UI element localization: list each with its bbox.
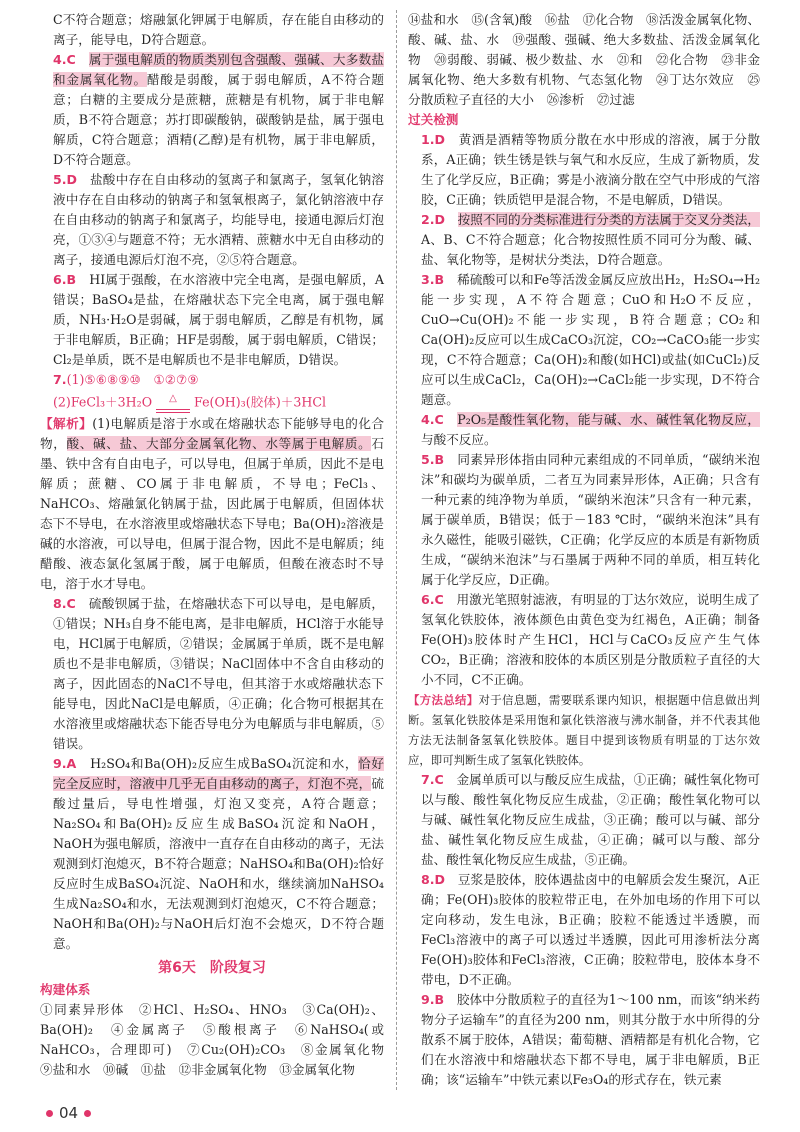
answer-5: 5.D 盐酸中存在自由移动的氢离子和氯离子，氢氧化钠溶液中存在自由移动的钠离子和氢氧根离子，氯化钠溶液中存在自由移动的钠离子和氯离子，均能导电，接通电源后灯泡亮，①③④与题意不符；无水酒精、蔗糖水中无自由移动的离子，接通电源后灯泡不亮，②⑤符合题意。 xyxy=(53,172,385,267)
reaction-arrow: △ xyxy=(156,392,190,414)
build-system-heading: 构建体系 xyxy=(40,982,91,997)
footer-dot-left xyxy=(46,1110,53,1117)
check-answer-2: 2.D 按照不同的分类标准进行分类的方法属于交叉分类法，A、B、C不符合题意；化合物按照性质不同可分为酸、碱、盐、氧化物等，是树状分类法，D符合题意。 xyxy=(421,212,761,267)
right-column xyxy=(408,10,760,1090)
check-answer-7: 7.C 金属单质可以与酸反应生成盐，①正确；碱性氧化物可以与酸、酸性氧化物反应生成盐，②正确；酸性氧化物可以与碱、碱性氧化物反应生成盐，③正确；酸可以与碱、部分盐、碱性氧化物反应生成盐，④正确；碱可以与酸、部分盐、酸性氧化物反应生成盐，⑤正确。 xyxy=(421,772,761,867)
check-answer-4: 4.C P₂O₅是酸性氧化物，能与碱、水、碱性氧化物反应，与酸不反应。 xyxy=(421,412,760,447)
method-summary: 【方法总结】对于信息题，需要联系课内知识，根据题中信息做出判断。氢氧化铁胶体是采用饱和氯化铁溶液与沸水制备，并不代表其他方法无法制备氢氧化铁胶体。题目中提到该物质有明显的丁达尔效应，即可判断生成了氢氧化铁胶体。 xyxy=(408,693,760,767)
answer-9: 9.A H₂SO₄和Ba(OH)₂反应生成BaSO₄沉淀和水，恰好完全反应时，溶液中几乎无自由移动的离子，灯泡不亮，硫酸过量后，导电性增强，灯泡又变亮，A符合题意；Na₂SO₄和Ba(OH)₂反应生成BaSO₄沉淀和NaOH，NaOH为强电解质，溶液中一直存在自由移动的离子，无法观测到灯泡熄灭，B不符合题意；NaHSO₄和Ba(OH)₂恰好反应时生成BaSO₄沉淀、NaOH和水，继续滴加NaHSO₄生成Na₂SO₄和水，无法观测到灯泡熄灭，C不符合题意；NaOH和Ba(OH)₂与NaOH后灯泡不会熄灭，D不符合题意。 xyxy=(53,756,384,951)
footer-dot-right xyxy=(84,1110,91,1117)
analysis-7: 【解析】(1)电解质是溶于水或在熔融状态下能够导电的化合物，酸、碱、盐、大部分金属氧化物、水等属于电解质。石墨、铁中含有自由电子，可以导电，但属于单质，因此不是电解质；蔗糖、CO属于非电解质，不导电；FeCl₃、NaHCO₃、熔融氯化钠属于盐，因此属于电解质，但固体状态下不导电，在水溶液里或熔融状态下导电；Ba(OH)₂溶液是碱的水溶液，可以导电，但属于混合物，因此不是电解质；纯醋酸、液态氯化氢属于酸，属于电解质，但酸在液态时不导电，溶于水才导电。 xyxy=(40,416,385,591)
page-number: 04 xyxy=(59,1104,79,1122)
check-answer-5: 5.B 同素异形体指由同种元素组成的不同单质，“碳纳米泡沫”和碳均为碳单质，二者互为同素异形体，A正确；只含有一种元素的纯净物为单质，“碳纳米泡沫”只含有一种元素，属于碳单质，B错误；低于－183 ℃时，“碳纳米泡沫”具有永久磁性，能吸引磁铁，C正确；化学反应的本质是有新物质生成，“碳纳米泡沫”与石墨属于两种不同的单质，相互转化属于化学反应，D正确。 xyxy=(421,452,760,587)
check-answer-1: 1.D 黄酒是酒精等物质分散在水中形成的溶液，属于分散系，A正确；铁生锈是铁与氧气和水反应，生成了新物质，发生了化学反应，B正确；雾是小液滴分散在空气中形成的气溶胶，C正确；铁质铠甲是混合物，不是电解质，D错误。 xyxy=(421,132,761,207)
column-divider xyxy=(396,10,397,1090)
left-column xyxy=(40,10,397,1080)
page-footer xyxy=(40,1104,97,1122)
check-answer-3: 3.B 稀硫酸可以和Fe等活泼金属反应放出H₂，H₂SO₄→H₂能一步实现，A不符合题意；CuO和H₂O不反应，CuO→Cu(OH)₂不能一步实现，B符合题意；CO₂和Ca(OH)₂反应可以生成CaCO₃沉淀，CO₂→CaCO₃能一步实现，C不符合题意；Ca(OH)₂和酸(如HCl)或盐(如CuCl₂)反应可以生成CaCl₂，Ca(OH)₂→CaCl₂能一步实现，D不符合题意。 xyxy=(421,272,760,407)
answer-8: 8.C 硫酸钡属于盐，在熔融状态下可以导电，是电解质，①错误；NH₃自身不能电离，是非电解质，HCl溶于水能导电，HCl属于电解质，②错误；金属属于单质，既不是电解质也不是非电解质，③错误；NaCl固体中不含自由移动的离子，因此固态的NaCl不导电，但其溶于水或熔融状态下能导电，因此NaCl是电解质，④正确；化合物可根据其在水溶液里或熔融状态下能否导电分为电解质与非电解质，⑤错误。 xyxy=(53,596,385,751)
section-title: 第6天 阶段复习 xyxy=(158,960,266,976)
check-answer-9: 9.B 胶体中分散质粒子的直径为1～100 nm，而该“纳米药物分子运输车”的直径为200 nm，则其分散于水中所得的分散系不属于胶体，A错误；葡萄糖、酒精都是有机化合物，它们在水溶液中和熔融状态下都不导电，属于非电解质，B正确；该“运输车”中铁元素以Fe₃O₄的形式存在，铁元素 xyxy=(421,992,761,1087)
answer-7-equation: (2)FeCl₃＋3H₂O △ Fe(OH)₃(胶体)＋3HCl xyxy=(40,392,384,414)
carryover-text: C不符合题意；熔融氯化钾属于电解质，存在能自由移动的离子，能导电，D符合题意。 xyxy=(53,12,384,47)
build-system-text: ①同素异形体 ②HCl、H₂SO₄、HNO₃ ③Ca(OH)₂、Ba(OH)₂ ④金属离子 ⑤酸根离子 ⑥NaHSO₄(或NaHCO₃，合理即可) ⑦Cu₂(OH)₂CO₃ ⑧金属氧化物 ⑨盐和水 ⑩碱 ⑪盐 ⑫非金属氧化物 ⑬金属氧化物 xyxy=(40,1002,397,1077)
check-heading: 过关检测 xyxy=(408,112,459,127)
answer-7: 7.(1)⑤⑥⑧⑨⑩ ①②⑦⑨ xyxy=(53,372,199,387)
build-system-continued: ⑭盐和水 ⑮(含氧)酸 ⑯盐 ⑰化合物 ⑱活泼金属氧化物、酸、碱、盐、水 ⑲强酸、强碱、绝大多数盐、活泼金属氧化物 ⑳弱酸、弱碱、极少数盐、水 ㉑和 ㉒化合物 ㉓非金属氧化物、绝大多数有机物、气态氢化物 ㉔丁达尔效应 ㉕分散质粒子直径的大小 ㉖渗析 ㉗过滤 xyxy=(408,12,760,107)
answer-6: 6.B HI属于强酸，在水溶液中完全电离，是强电解质，A错误；BaSO₄是盐，在熔融状态下完全电离，属于强电解质，NH₃·H₂O是弱碱，属于弱电解质，乙醇是有机物，属于非电解质，B正确；HF是弱酸，属于弱电解质，C错误；Cl₂是单质，既不是电解质也不是非电解质，D错误。 xyxy=(53,272,384,367)
check-answer-8: 8.D 豆浆是胶体，胶体遇盐卤中的电解质会发生聚沉，A正确；Fe(OH)₃胶体的胶粒带正电，在外加电场的作用下可以定向移动，发生电泳，B正确；胶粒不能透过半透膜，而FeCl₃溶液中的离子可以透过半透膜，因此可用渗析法分离Fe(OH)₃胶体和FeCl₃溶液，C正确；胶粒带电，胶体本身不带电，D不正确。 xyxy=(421,872,760,987)
check-answer-6: 6.C 用激光笔照射滤液，有明显的丁达尔效应，说明生成了氢氧化铁胶体，液体颜色由黄色变为红褐色，A正确；制备Fe(OH)₃胶体时产生HCl，HCl与CaCO₃反应产生气体CO₂，B正确；溶液和胶体的本质区别是分散质粒子直径的大小不同，C不正确。 xyxy=(421,592,761,687)
answer-4: 4.C 属于强电解质的物质类别包含强酸、强碱、大多数盐和金属氧化物。醋酸是弱酸，属于弱电解质，A不符合题意；白糖的主要成分是蔗糖，蔗糖是有机物，属于非电解质，B不符合题意；苏打即碳酸钠，碳酸钠是盐，属于强电解质，C符合题意；酒精(乙醇)是有机物，属于非电解质，D不符合题意。 xyxy=(53,52,385,167)
